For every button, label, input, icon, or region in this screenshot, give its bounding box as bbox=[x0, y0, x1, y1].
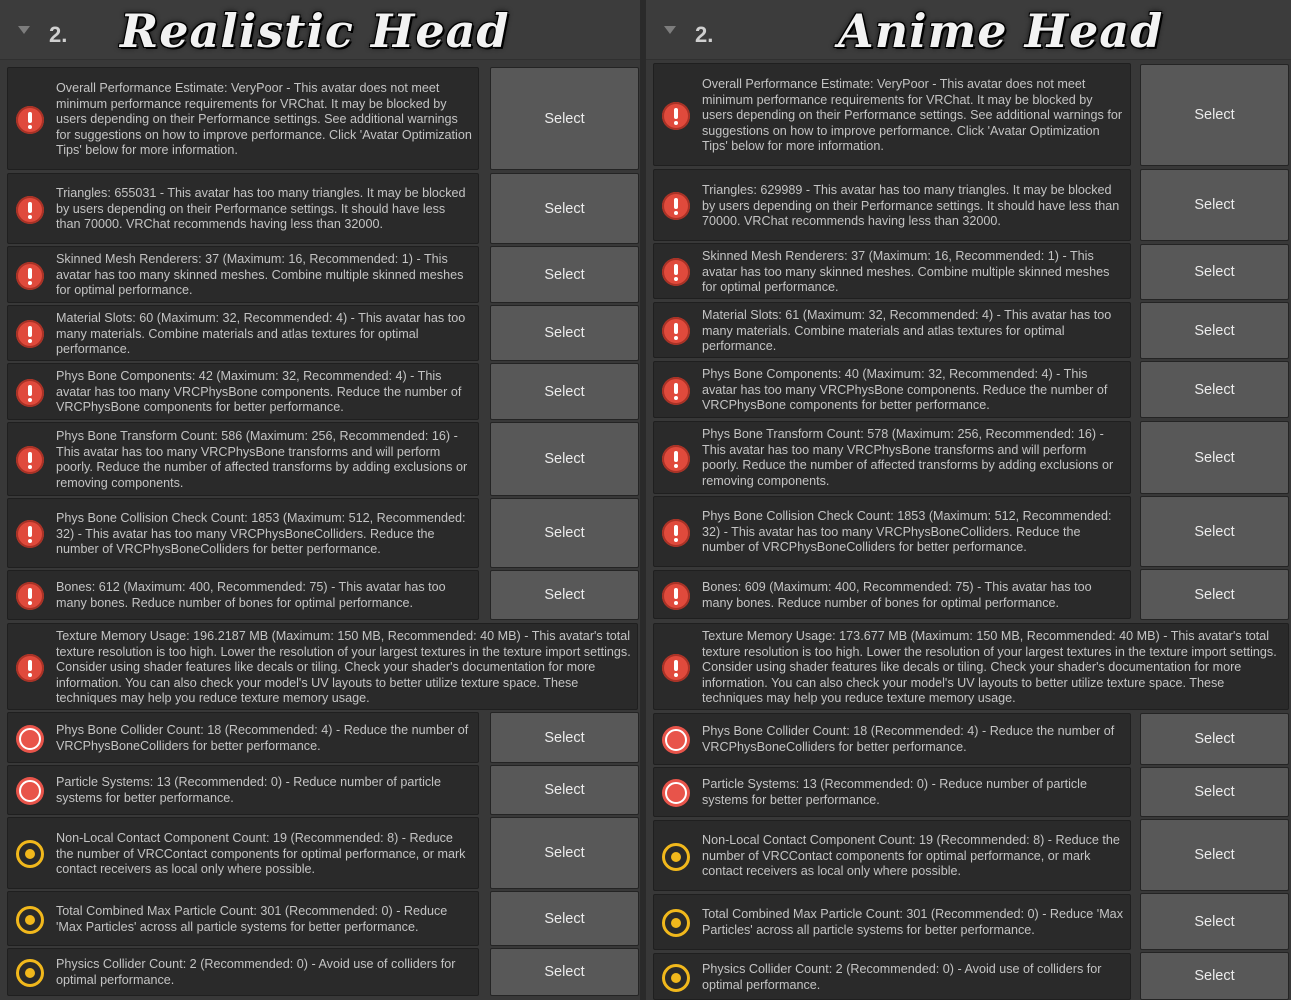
panel-anime-head bbox=[646, 0, 1291, 1000]
error-icon bbox=[16, 379, 44, 407]
warning-row bbox=[653, 953, 1131, 1000]
warning-text: Phys Bone Collision Check Count: 1853 (Maximum: 512, Recommended: 32) - This avatar has too many VRCPhysBoneColliders. Reduce the number of VRCPhysBoneColliders for better performance. bbox=[56, 511, 466, 557]
warning-text: Skinned Mesh Renderers: 37 (Maximum: 16, Recommended: 1) - This avatar has too many skinned meshes. Combine multiple skinned meshes for optimal performance. bbox=[702, 249, 1110, 295]
warning-text: Phys Bone Components: 40 (Maximum: 32, Recommended: 4) - This avatar has too many VRCPhysBone components. Reduce the number of VRCPhysBone components for better performance. bbox=[702, 367, 1108, 413]
warning-row bbox=[653, 243, 1131, 299]
select-button[interactable]: Select bbox=[1140, 767, 1289, 817]
select-button[interactable]: Select bbox=[490, 246, 639, 303]
error-icon bbox=[662, 654, 690, 682]
warning-row bbox=[653, 496, 1131, 567]
warning-row bbox=[653, 361, 1131, 418]
warning-row bbox=[7, 712, 479, 763]
warning-text: Texture Memory Usage: 173.677 MB (Maximum: 150 MB, Recommended: 40 MB) - This avatar's total texture resolution is too high. Lower the resolution of your largest textures in the texture import settings. Consider using shader features like decals or tiling. Check your shader's documentation for more information. You can also check your model's UV layouts to better utilize texture space. These techniques may help you reduce texture memory usage. bbox=[702, 629, 1277, 706]
warning-icon bbox=[16, 840, 44, 868]
warning-row bbox=[7, 305, 479, 361]
warning-text: Material Slots: 60 (Maximum: 32, Recommended: 4) - This avatar has too many materials. Combine materials and atlas textures for optimal performance. bbox=[56, 311, 466, 357]
select-button[interactable]: Select bbox=[490, 363, 639, 420]
warning-text: Phys Bone Transform Count: 586 (Maximum: 256, Recommended: 16) - This avatar has too many VRCPhysBone transforms and will perform poorly. Reduce the number of affected transforms by adding exclusions or removing components. bbox=[56, 429, 468, 490]
select-button[interactable]: Select bbox=[490, 67, 639, 170]
error-icon bbox=[16, 262, 44, 290]
warning-row bbox=[7, 570, 479, 620]
warning-row bbox=[653, 623, 1289, 710]
warning-text: Physics Collider Count: 2 (Recommended: 0) - Avoid use of colliders for optimal performance. bbox=[56, 957, 456, 987]
warning-row bbox=[7, 891, 479, 946]
warning-row bbox=[653, 820, 1131, 891]
warning-row bbox=[653, 713, 1131, 765]
warning-row bbox=[7, 948, 479, 996]
select-button[interactable]: Select bbox=[1140, 713, 1289, 765]
panel-realistic-head bbox=[0, 0, 640, 1000]
section-number: 2. bbox=[695, 22, 714, 47]
select-button[interactable]: Select bbox=[490, 817, 639, 889]
select-button[interactable]: Select bbox=[490, 498, 639, 568]
warning-text: Material Slots: 61 (Maximum: 32, Recommended: 4) - This avatar has too many materials. Combine materials and atlas textures for optimal performance. bbox=[702, 308, 1112, 354]
section-number: 2. bbox=[49, 22, 68, 47]
select-button[interactable]: Select bbox=[490, 948, 639, 996]
error-icon bbox=[16, 446, 44, 474]
panel-title: Anime Head bbox=[838, 4, 1164, 58]
error-icon bbox=[662, 317, 690, 345]
warning-icon bbox=[16, 906, 44, 934]
warning-text: Triangles: 655031 - This avatar has too many triangles. It may be blocked by users depending on their Performance settings. It should have less than 70000. VRChat recommends having less than 32000. bbox=[56, 186, 466, 232]
warning-row bbox=[653, 63, 1131, 166]
red-circle-icon bbox=[16, 725, 44, 753]
select-button[interactable]: Select bbox=[490, 305, 639, 361]
warning-text: Texture Memory Usage: 196.2187 MB (Maximum: 150 MB, Recommended: 40 MB) - This avatar's total texture resolution is too high. Lower the resolution of your largest textures in the texture import settings. Consider using shader features like decals or tiling. Check your shader's documentation for more information. You can also check your model's UV layouts to better utilize texture space. These techniques may help you reduce texture memory usage. bbox=[56, 629, 631, 706]
select-button[interactable]: Select bbox=[1140, 64, 1289, 166]
warning-row bbox=[7, 765, 479, 815]
warning-text: Phys Bone Transform Count: 578 (Maximum: 256, Recommended: 16) - This avatar has too many VRCPhysBone transforms and will perform poorly. Reduce the number of affected transforms by adding exclusions or removing components. bbox=[702, 427, 1114, 488]
error-icon bbox=[662, 102, 690, 130]
foldout-arrow-icon[interactable] bbox=[664, 26, 676, 34]
warning-text: Phys Bone Collider Count: 18 (Recommended: 4) - Reduce the number of VRCPhysBoneColliders for better performance. bbox=[702, 724, 1115, 754]
error-icon bbox=[662, 192, 690, 220]
select-button[interactable]: Select bbox=[1140, 496, 1289, 567]
error-icon bbox=[662, 445, 690, 473]
warning-row bbox=[653, 894, 1131, 950]
warning-row bbox=[653, 169, 1131, 241]
warning-text: Bones: 609 (Maximum: 400, Recommended: 75) - This avatar has too many bones. Reduce number of bones for optimal performance. bbox=[702, 580, 1092, 610]
red-circle-icon bbox=[16, 777, 44, 805]
warning-row bbox=[653, 767, 1131, 817]
warning-row bbox=[7, 173, 479, 244]
foldout-arrow-icon[interactable] bbox=[18, 26, 30, 34]
select-button[interactable]: Select bbox=[1140, 952, 1289, 1000]
error-icon bbox=[662, 377, 690, 405]
warning-row bbox=[653, 570, 1131, 619]
select-button[interactable]: Select bbox=[490, 173, 639, 244]
warning-icon bbox=[662, 843, 690, 871]
warning-text: Particle Systems: 13 (Recommended: 0) - Reduce number of particle systems for better performance. bbox=[702, 777, 1087, 807]
warning-row bbox=[653, 421, 1131, 494]
error-icon bbox=[16, 582, 44, 610]
warning-row bbox=[7, 817, 479, 889]
select-button[interactable]: Select bbox=[1140, 169, 1289, 241]
warning-text: Non-Local Contact Component Count: 19 (Recommended: 8) - Reduce the number of VRCContact components for optimal performance, or mark contact receivers as local only where possible. bbox=[56, 831, 466, 877]
error-icon bbox=[662, 258, 690, 286]
warning-row bbox=[7, 422, 479, 496]
panel-title: Realistic Head bbox=[120, 4, 510, 58]
warning-row bbox=[7, 363, 479, 420]
error-icon bbox=[16, 106, 44, 134]
select-button[interactable]: Select bbox=[1140, 244, 1289, 300]
warning-text: Non-Local Contact Component Count: 19 (Recommended: 8) - Reduce the number of VRCContact components for optimal performance, or mark contact receivers as local only where possible. bbox=[702, 833, 1120, 879]
error-icon bbox=[662, 582, 690, 610]
warning-text: Particle Systems: 13 (Recommended: 0) - Reduce number of particle systems for better performance. bbox=[56, 775, 441, 805]
select-button[interactable]: Select bbox=[490, 891, 639, 946]
error-icon bbox=[16, 320, 44, 348]
section-header[interactable] bbox=[0, 0, 640, 60]
red-circle-icon bbox=[662, 726, 690, 754]
warning-text: Phys Bone Collision Check Count: 1853 (Maximum: 512, Recommended: 32) - This avatar has too many VRCPhysBoneColliders. Reduce the number of VRCPhysBoneColliders for better performance. bbox=[702, 509, 1112, 555]
select-button[interactable]: Select bbox=[490, 712, 639, 763]
warning-text: Overall Performance Estimate: VeryPoor - This avatar does not meet minimum performance requirements for VRChat. It may be blocked by users depending on their Performance settings. See additional warnings for suggestions on how to improve performance. Click 'Avatar Optimization Tips' below for more information. bbox=[56, 81, 472, 158]
warning-text: Skinned Mesh Renderers: 37 (Maximum: 16, Recommended: 1) - This avatar has too many skinned meshes. Combine multiple skinned meshes for optimal performance. bbox=[56, 252, 464, 298]
select-button[interactable]: Select bbox=[1140, 569, 1289, 620]
select-button[interactable]: Select bbox=[1140, 893, 1289, 950]
select-button[interactable]: Select bbox=[490, 422, 639, 496]
select-button[interactable]: Select bbox=[1140, 421, 1289, 494]
warning-text: Phys Bone Collider Count: 18 (Recommended: 4) - Reduce the number of VRCPhysBoneColliders for better performance. bbox=[56, 723, 469, 753]
warning-text: Total Combined Max Particle Count: 301 (Recommended: 0) - Reduce 'Max Particles' across all particle systems for better performance. bbox=[56, 904, 448, 934]
warning-icon bbox=[16, 959, 44, 987]
error-icon bbox=[16, 654, 44, 682]
select-button[interactable]: Select bbox=[1140, 361, 1289, 418]
select-button[interactable]: Select bbox=[490, 570, 639, 620]
warning-row bbox=[7, 498, 479, 568]
error-icon bbox=[16, 520, 44, 548]
warning-icon bbox=[662, 964, 690, 992]
warning-row bbox=[7, 246, 479, 303]
warning-row bbox=[653, 302, 1131, 358]
select-button[interactable]: Select bbox=[1140, 819, 1289, 891]
warning-text: Physics Collider Count: 2 (Recommended: 0) - Avoid use of colliders for optimal performance. bbox=[702, 962, 1102, 992]
error-icon bbox=[16, 196, 44, 224]
warning-text: Bones: 612 (Maximum: 400, Recommended: 75) - This avatar has too many bones. Reduce number of bones for optimal performance. bbox=[56, 580, 446, 610]
warning-text: Triangles: 629989 - This avatar has too many triangles. It may be blocked by users depending on their Performance settings. It should have less than 70000. VRChat recommends having less than 32000. bbox=[702, 183, 1120, 229]
error-icon bbox=[662, 519, 690, 547]
warning-text: Total Combined Max Particle Count: 301 (Recommended: 0) - Reduce 'Max Particles' across all particle systems for better performance. bbox=[702, 907, 1123, 937]
red-circle-icon bbox=[662, 779, 690, 807]
warning-row bbox=[7, 67, 479, 170]
warning-text: Overall Performance Estimate: VeryPoor - This avatar does not meet minimum performance requirements for VRChat. It may be blocked by users depending on their Performance settings. See additional warnings for suggestions on how to improve performance. Click 'Avatar Optimization Tips' below for more information. bbox=[702, 77, 1123, 154]
warning-icon bbox=[662, 909, 690, 937]
select-button[interactable]: Select bbox=[490, 765, 639, 815]
section-header[interactable] bbox=[646, 0, 1291, 60]
select-button[interactable]: Select bbox=[1140, 302, 1289, 359]
warning-text: Phys Bone Components: 42 (Maximum: 32, Recommended: 4) - This avatar has too many VRCPhysBone components. Reduce the number of VRCPhysBone components for better performance. bbox=[56, 369, 462, 415]
warning-row bbox=[7, 623, 638, 710]
